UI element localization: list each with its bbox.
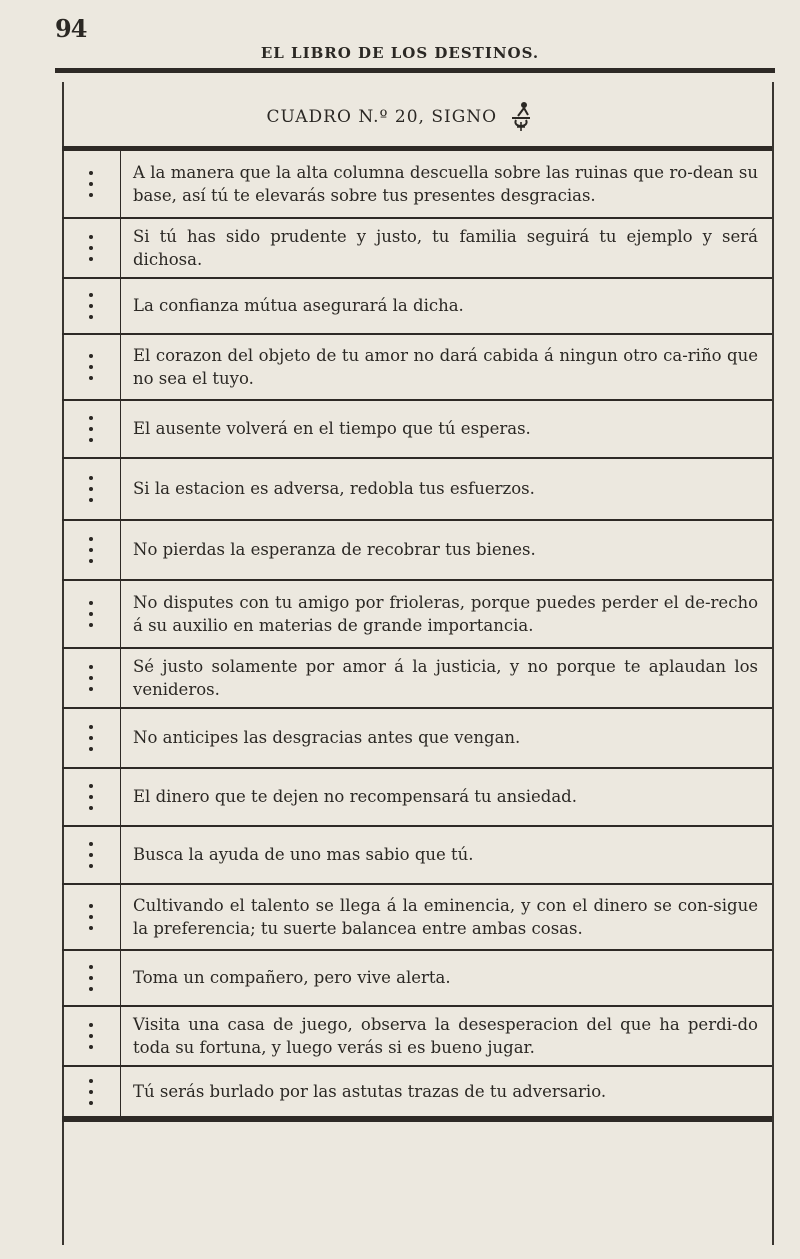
dot-icon bbox=[89, 1023, 93, 1027]
row-dot-marker bbox=[62, 401, 121, 457]
dot-icon bbox=[89, 416, 93, 420]
dot-icon bbox=[89, 476, 93, 480]
dot-icon bbox=[89, 293, 93, 297]
dot-icon bbox=[89, 853, 93, 857]
dot-icon bbox=[89, 365, 93, 369]
row-dot-marker bbox=[62, 709, 121, 767]
dot-icon bbox=[89, 736, 93, 740]
dot-icon bbox=[89, 665, 93, 669]
oracle-row bbox=[62, 279, 772, 335]
oracle-row bbox=[62, 459, 772, 521]
oracle-row bbox=[62, 521, 772, 581]
dot-icon bbox=[89, 806, 93, 810]
oracle-text: No disputes con tu amigo por frioleras, porque puedes perder el de-recho á su auxilio en materias de grande importancia. bbox=[133, 592, 758, 635]
dot-icon bbox=[89, 559, 93, 563]
oracle-text: No pierdas la esperanza de recobrar tus bienes. bbox=[133, 540, 536, 560]
oracle-row bbox=[62, 219, 772, 279]
dot-icon bbox=[89, 235, 93, 239]
oracle-row bbox=[62, 1067, 772, 1122]
oracle-text: El dinero que te dejen no recompensará tu ansiedad. bbox=[133, 787, 577, 807]
dot-icon bbox=[89, 915, 93, 919]
dot-icon bbox=[89, 246, 93, 250]
dot-icon bbox=[89, 354, 93, 358]
oracle-text: El corazon del objeto de tu amor no dará cabida á ningun otro ca-riño que no sea el tuyo. bbox=[133, 345, 758, 388]
row-dot-marker bbox=[62, 521, 121, 579]
oracle-text: La confianza mútua asegurará la dicha. bbox=[133, 296, 464, 316]
dot-icon bbox=[89, 612, 93, 616]
oracle-row bbox=[62, 769, 772, 827]
dot-icon bbox=[89, 315, 93, 319]
row-dot-marker bbox=[62, 335, 121, 399]
header-rule bbox=[55, 68, 775, 73]
dot-icon bbox=[89, 987, 93, 991]
oracle-text: Si la estacion es adversa, redobla tus esfuerzos. bbox=[133, 479, 535, 499]
oracle-row bbox=[62, 401, 772, 459]
oracle-text: Visita una casa de juego, observa la desesperacion del que ha perdi-do toda su fortuna, y luego verás si es bueno jugar. bbox=[133, 1014, 758, 1057]
dot-icon bbox=[89, 1034, 93, 1038]
dot-icon bbox=[89, 438, 93, 442]
running-head: EL LIBRO DE LOS DESTINOS. bbox=[260, 44, 540, 62]
dot-icon bbox=[89, 487, 93, 491]
row-dot-marker bbox=[62, 1007, 121, 1065]
oracle-text: Cultivando el talento se llega á la eminencia, y con el dinero se con-sigue la preferencia; tu suerte balancea entre ambas cosas. bbox=[133, 895, 758, 938]
dot-icon bbox=[89, 182, 93, 186]
oracle-row bbox=[62, 709, 772, 769]
oracle-row bbox=[62, 151, 772, 219]
oracle-row bbox=[62, 581, 772, 649]
row-dot-marker bbox=[62, 151, 121, 217]
row-dot-marker bbox=[62, 649, 121, 707]
table-title bbox=[0, 100, 800, 132]
row-dot-marker bbox=[62, 279, 121, 333]
row-dot-marker bbox=[62, 581, 121, 647]
oracle-row bbox=[62, 951, 772, 1007]
oracle-text: Si tú has sido prudente y justo, tu familia seguirá tu ejemplo y será dichosa. bbox=[133, 226, 758, 269]
row-dot-marker bbox=[62, 459, 121, 519]
oracle-text: Toma un compañero, pero vive alerta. bbox=[133, 968, 451, 988]
dot-icon bbox=[89, 548, 93, 552]
table-title-text: CUADRO N.º 20, SIGNO bbox=[266, 107, 498, 127]
dot-icon bbox=[89, 171, 93, 175]
oracle-text: Sé justo solamente por amor á la justicia, y no porque te aplaudan los venideros. bbox=[133, 656, 758, 699]
dot-icon bbox=[89, 676, 93, 680]
oracle-row bbox=[62, 1007, 772, 1067]
row-dot-marker bbox=[62, 1067, 121, 1116]
dot-icon bbox=[89, 926, 93, 930]
dot-icon bbox=[89, 376, 93, 380]
dot-icon bbox=[89, 427, 93, 431]
oracle-row bbox=[62, 649, 772, 709]
dot-icon bbox=[89, 976, 93, 980]
dot-icon bbox=[89, 842, 93, 846]
dot-icon bbox=[89, 498, 93, 502]
dot-icon bbox=[89, 537, 93, 541]
dot-icon bbox=[89, 784, 93, 788]
dot-icon bbox=[89, 725, 93, 729]
oracle-text: A la manera que la alta columna descuella sobre las ruinas que ro-dean su base, así tú te elevarás sobre tus presentes desgracias. bbox=[133, 162, 758, 205]
row-dot-marker bbox=[62, 885, 121, 949]
dot-icon bbox=[89, 795, 93, 799]
dot-icon bbox=[89, 257, 93, 261]
oracle-text: El ausente volverá en el tiempo que tú esperas. bbox=[133, 419, 531, 439]
oracle-text: No anticipes las desgracias antes que vengan. bbox=[133, 728, 521, 748]
dot-icon bbox=[89, 747, 93, 751]
row-dot-marker bbox=[62, 219, 121, 277]
oracle-text: Tú serás burlado por las astutas trazas de tu adversario. bbox=[133, 1081, 607, 1101]
dot-icon bbox=[89, 965, 93, 969]
dot-icon bbox=[89, 1045, 93, 1049]
dot-icon bbox=[89, 1079, 93, 1083]
row-dot-marker bbox=[62, 769, 121, 825]
row-dot-marker bbox=[62, 827, 121, 883]
dot-icon bbox=[89, 864, 93, 868]
oracle-row bbox=[62, 827, 772, 885]
dot-icon bbox=[89, 1101, 93, 1105]
dot-icon bbox=[89, 623, 93, 627]
dot-icon bbox=[89, 687, 93, 691]
astrological-sign-icon bbox=[508, 100, 534, 132]
oracle-row bbox=[62, 885, 772, 951]
dot-icon bbox=[89, 904, 93, 908]
dot-icon bbox=[89, 601, 93, 605]
dot-icon bbox=[89, 304, 93, 308]
dot-icon bbox=[89, 1090, 93, 1094]
dot-icon bbox=[89, 193, 93, 197]
oracle-row bbox=[62, 335, 772, 401]
oracle-table bbox=[62, 146, 772, 1122]
row-dot-marker bbox=[62, 951, 121, 1005]
page-number: 94 bbox=[55, 14, 87, 43]
oracle-text: Busca la ayuda de uno mas sabio que tú. bbox=[133, 845, 474, 865]
